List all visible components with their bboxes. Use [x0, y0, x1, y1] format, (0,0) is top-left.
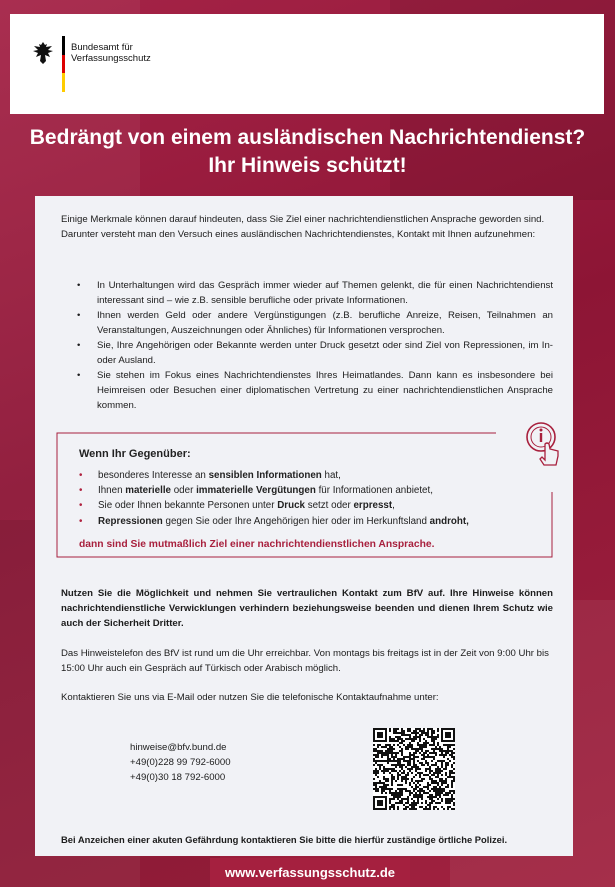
indicator-list — [61, 278, 553, 413]
header — [10, 14, 604, 114]
list-item: • Sie, Ihre Angehörigen oder Bekannte werden unter Druck gesetzt oder sind Ziel von Repressionen, im In- oder Ausland. — [61, 338, 553, 368]
call-to-action: Nutzen Sie die Möglichkeit und nehmen Sie vertraulichen Kontakt zum BfV auf. Ihre Hinweise können nachrichtendienstliche Verwicklungen verhindern beziehungsweise beenden und dienen Ihrem Schutz wie auch der Sicherheit Dritter. — [61, 588, 553, 629]
box-conclusion: dann sind Sie mutmaßlich Ziel einer nachrichtendienstlichen Ansprache. — [79, 539, 435, 550]
flag-bar — [62, 36, 65, 92]
info-touch-icon — [523, 420, 563, 470]
logo-line1: Bundesamt für — [71, 42, 133, 53]
contact-details — [130, 740, 231, 785]
emergency-note: Bei Anzeichen einer akuten Gefährdung kontaktieren Sie bitte die hierfür zuständige örtliche Polizei. — [61, 834, 508, 845]
logo-text — [71, 36, 151, 64]
intro-text: Einige Merkmale können darauf hindeuten, dass Sie Ziel einer nachrichtendienstlichen Ansprache geworden sind. Darunter versteht man den Versuch eines ausländischen Nachrichtendienstes, Kontakt mit Ihnen aufzunehmen: — [61, 214, 545, 240]
title-line1: Bedrängt von einem ausländischen Nachrichtendienst? — [29, 126, 586, 149]
title-line2: Ihr Hinweis schützt! — [208, 154, 407, 177]
qr-code[interactable] — [373, 728, 455, 810]
list-item: • Sie oder Ihnen bekannte Personen unter Druck setzt oder erpresst, — [79, 498, 519, 513]
content-card — [35, 196, 573, 856]
phone-link-1[interactable]: +49(0)228 99 792-6000 — [130, 757, 231, 768]
bfv-logo — [32, 36, 151, 92]
email-link[interactable]: hinweise@bfv.bund.de — [130, 742, 227, 753]
website-link[interactable]: www.verfassungsschutz.de — [210, 858, 410, 887]
warning-list — [79, 468, 519, 529]
logo-line2: Verfassungsschutz — [71, 53, 151, 64]
box-heading: Wenn Ihr Gegenüber: — [79, 448, 191, 460]
phone-link-2[interactable]: +49(0)30 18 792-6000 — [130, 772, 226, 783]
list-item: • In Unterhaltungen wird das Gespräch immer wieder auf Themen gelenkt, die für einen Nachrichtendienst interessant sind – wie z.B. sensible berufliche oder private Informationen. — [61, 278, 553, 308]
list-item: • Ihnen werden Geld oder andere Vergünstigungen (z.B. berufliche Anreize, Reisen, Teilnahmen an Veranstaltungen, Auszeichnungen oder Ähnliches) für Informationen versprochen. — [61, 308, 553, 338]
hotline-info: Das Hinweistelefon des BfV ist rund um die Uhr erreichbar. Von montags bis freitags ist in der Zeit von 9:00 Uhr bis 15:00 Uhr auch ein Gespräch auf Türkisch oder Arabisch möglich. — [61, 648, 549, 674]
list-item: • Ihnen materielle oder immaterielle Vergütungen für Informationen anbietet, — [79, 483, 519, 498]
contact-intro: Kontaktieren Sie uns via E-Mail oder nutzen Sie die telefonische Kontaktaufnahme unter: — [61, 692, 439, 703]
eagle-icon — [32, 40, 54, 66]
list-item: • besonderes Interesse an sensiblen Informationen hat, — [79, 468, 519, 483]
list-item: • Repressionen gegen Sie oder Ihre Angehörigen hier oder im Herkunftsland androht, — [79, 514, 519, 529]
list-item: • Sie stehen im Fokus eines Nachrichtendienstes Ihres Heimatlandes. Dann kann es insbesondere bei Heimreisen oder Besuchen einer diplomatischen Vertretung zu einer nachrichtendienstlichen Ansprache kommen. — [61, 368, 553, 413]
page-title — [0, 124, 615, 180]
